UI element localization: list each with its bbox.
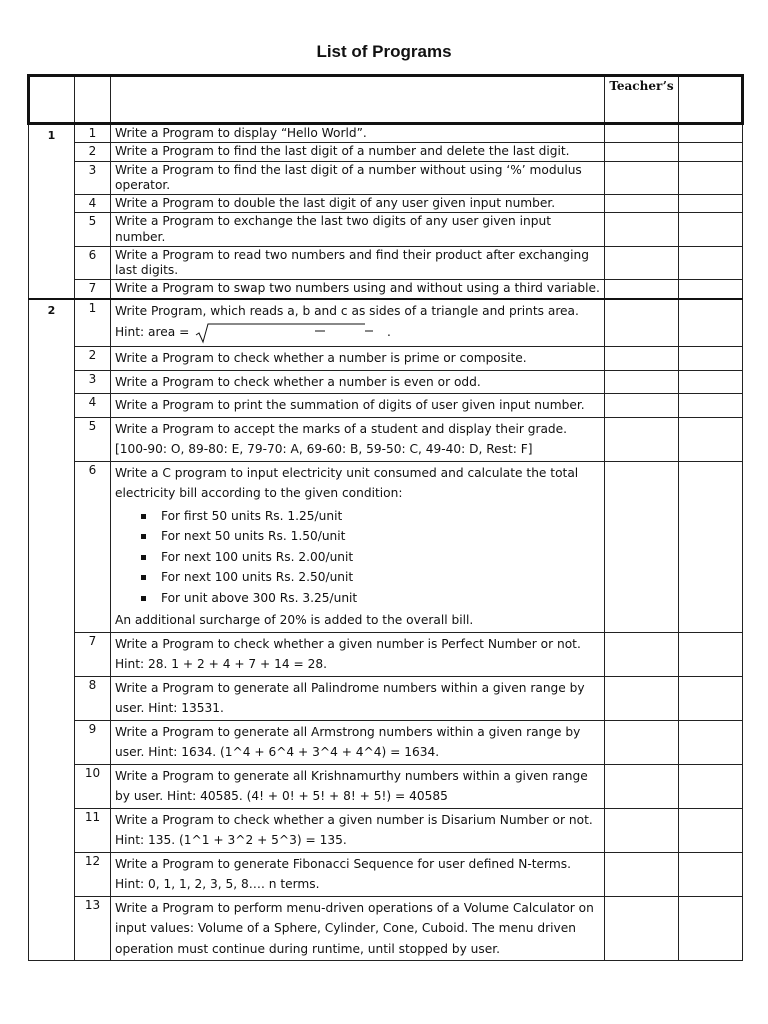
extra-cell <box>679 161 743 195</box>
table-row <box>29 720 743 764</box>
teacher-cell <box>605 417 679 461</box>
program-number: 4 <box>75 394 111 418</box>
teacher-cell <box>605 370 679 394</box>
unit-number: 2 <box>29 299 75 961</box>
list-item: For next 100 units Rs. 2.50/unit <box>137 567 600 588</box>
extra-cell <box>679 417 743 461</box>
table-row <box>29 394 743 418</box>
program-text-cell <box>111 461 605 632</box>
table-row <box>29 896 743 961</box>
condition-list <box>137 506 600 609</box>
program-number: 5 <box>75 213 111 247</box>
program-note: An additional surcharge of 20% is added to the overall bill. <box>115 613 474 627</box>
program-text: Write a Program to find the last digit of a number without using ‘%’ modulus operator. <box>111 161 605 195</box>
extra-cell <box>679 370 743 394</box>
header-teacher-cell: Teacher’s <box>605 76 679 124</box>
program-text: Write a Program to generate all Armstrong numbers within a given range by user. Hint: 1634. (1^4 + 6^4 + 3^4 + 4^4) = 1634. <box>111 720 605 764</box>
extra-cell <box>679 720 743 764</box>
extra-cell <box>679 246 743 280</box>
program-text: Write a Program to check whether a number is prime or composite. <box>111 347 605 371</box>
table-header-row <box>29 76 743 124</box>
teacher-cell <box>605 299 679 347</box>
program-text: Write a Program to double the last digit of any user given input number. <box>111 195 605 213</box>
table-row <box>29 347 743 371</box>
teacher-cell <box>605 161 679 195</box>
program-text-cell <box>111 299 605 347</box>
extra-cell <box>679 632 743 676</box>
teacher-cell <box>605 280 679 299</box>
teacher-cell <box>605 632 679 676</box>
program-text: Write a Program to find the last digit of a number and delete the last digit. <box>111 143 605 161</box>
program-text: Write a Program to accept the marks of a student and display their grade. <box>115 421 568 436</box>
extra-cell <box>679 808 743 852</box>
table-row <box>29 632 743 676</box>
program-text: Write a Program to read two numbers and find their product after exchanging last digits. <box>111 246 605 280</box>
teacher-cell <box>605 808 679 852</box>
table-row <box>29 808 743 852</box>
teacher-cell <box>605 213 679 247</box>
program-text: Write a Program to generate all Krishnamurthy numbers within a given range by user. Hint: 40585. (4! + 0! + 5! + 8! + 5!) = 40585 <box>111 764 605 808</box>
program-text: Write a Program to check whether a given number is Perfect Number or not. Hint: 28. 1 + 2 + 4 + 7 + 14 = 28. <box>111 632 605 676</box>
teacher-cell <box>605 143 679 161</box>
extra-cell <box>679 896 743 961</box>
teacher-cell <box>605 764 679 808</box>
extra-cell <box>679 461 743 632</box>
list-item: For first 50 units Rs. 1.25/unit <box>137 506 600 527</box>
list-item: For next 100 units Rs. 2.00/unit <box>137 547 600 568</box>
teacher-cell <box>605 720 679 764</box>
header-unit-cell <box>29 76 75 124</box>
teacher-cell <box>605 852 679 896</box>
program-grades: [100-90: O, 89-80: E, 79-70: A, 69-60: B, 59-50: C, 49-40: D, Rest: F] <box>115 442 533 456</box>
extra-cell <box>679 299 743 347</box>
program-text: Write a Program to exchange the last two digits of any user given input number. <box>111 213 605 247</box>
header-program-cell <box>111 76 605 124</box>
program-number: 3 <box>75 161 111 195</box>
extra-cell <box>679 852 743 896</box>
extra-cell <box>679 195 743 213</box>
extra-cell <box>679 124 743 143</box>
table-row <box>29 764 743 808</box>
list-item: For next 50 units Rs. 1.50/unit <box>137 526 600 547</box>
teacher-cell <box>605 195 679 213</box>
program-number: 13 <box>75 896 111 961</box>
extra-cell <box>679 347 743 371</box>
table-row <box>29 299 743 347</box>
table-row <box>29 461 743 632</box>
teacher-cell <box>605 347 679 371</box>
table-row <box>29 143 743 161</box>
program-number: 1 <box>75 299 111 347</box>
table-row <box>29 676 743 720</box>
program-number: 1 <box>75 124 111 143</box>
program-number: 10 <box>75 764 111 808</box>
table-row <box>29 852 743 896</box>
program-number: 6 <box>75 246 111 280</box>
program-hint: Hint: area = . <box>115 321 600 345</box>
hint-label: Hint: area = <box>115 325 190 339</box>
table-row <box>29 161 743 195</box>
extra-cell <box>679 394 743 418</box>
teacher-cell <box>605 676 679 720</box>
program-text: Write Program, which reads a, b and c as sides of a triangle and prints area. <box>115 303 579 318</box>
programs-table <box>27 74 744 961</box>
table-row <box>29 417 743 461</box>
program-number: 2 <box>75 143 111 161</box>
table-row <box>29 370 743 394</box>
program-text: Write a Program to check whether a number is even or odd. <box>111 370 605 394</box>
program-text: Write a C program to input electricity unit consumed and calculate the total electricity bill according to the given condition: <box>115 465 579 500</box>
teacher-cell <box>605 394 679 418</box>
extra-cell <box>679 764 743 808</box>
program-text: Write a Program to check whether a given number is Disarium Number or not. Hint: 135. (1^1 + 3^2 + 5^3) = 135. <box>111 808 605 852</box>
program-number: 2 <box>75 347 111 371</box>
table-row <box>29 124 743 143</box>
extra-cell <box>679 280 743 299</box>
program-text: Write a Program to print the summation of digits of user given input number. <box>111 394 605 418</box>
teacher-cell <box>605 124 679 143</box>
table-row <box>29 195 743 213</box>
program-number: 11 <box>75 808 111 852</box>
program-number: 5 <box>75 417 111 461</box>
page-title: List of Programs <box>316 42 452 61</box>
formula-dashes-icon <box>317 322 387 344</box>
program-number: 12 <box>75 852 111 896</box>
program-text: Write a Program to perform menu-driven operations of a Volume Calculator on input values: Volume of a Sphere, Cylinder, Cone, Cuboid. The menu driven operation must continue during runtime, until stopped by user. <box>111 896 605 961</box>
extra-cell <box>679 213 743 247</box>
extra-cell <box>679 143 743 161</box>
teacher-cell <box>605 246 679 280</box>
program-text: Write a Program to generate Fibonacci Sequence for user defined N-terms. Hint: 0, 1, 1, 2, 3, 5, 8…. n terms. <box>111 852 605 896</box>
header-extra-cell <box>679 76 743 124</box>
program-number: 4 <box>75 195 111 213</box>
unit-number: 1 <box>29 124 75 299</box>
program-number: 7 <box>75 632 111 676</box>
program-number: 8 <box>75 676 111 720</box>
table-row <box>29 280 743 299</box>
program-number: 9 <box>75 720 111 764</box>
list-item: For unit above 300 Rs. 3.25/unit <box>137 588 600 609</box>
program-text: Write a Program to generate all Palindrome numbers within a given range by user. Hint: 13531. <box>111 676 605 720</box>
header-no-cell <box>75 76 111 124</box>
program-number: 7 <box>75 280 111 299</box>
program-number: 6 <box>75 461 111 632</box>
table-row <box>29 213 743 247</box>
program-number: 3 <box>75 370 111 394</box>
program-text-cell <box>111 417 605 461</box>
teacher-cell <box>605 896 679 961</box>
teacher-cell <box>605 461 679 632</box>
program-text: Write a Program to swap two numbers using and without using a third variable. <box>111 280 605 299</box>
program-text: Write a Program to display “Hello World”. <box>111 124 605 143</box>
extra-cell <box>679 676 743 720</box>
table-row <box>29 246 743 280</box>
